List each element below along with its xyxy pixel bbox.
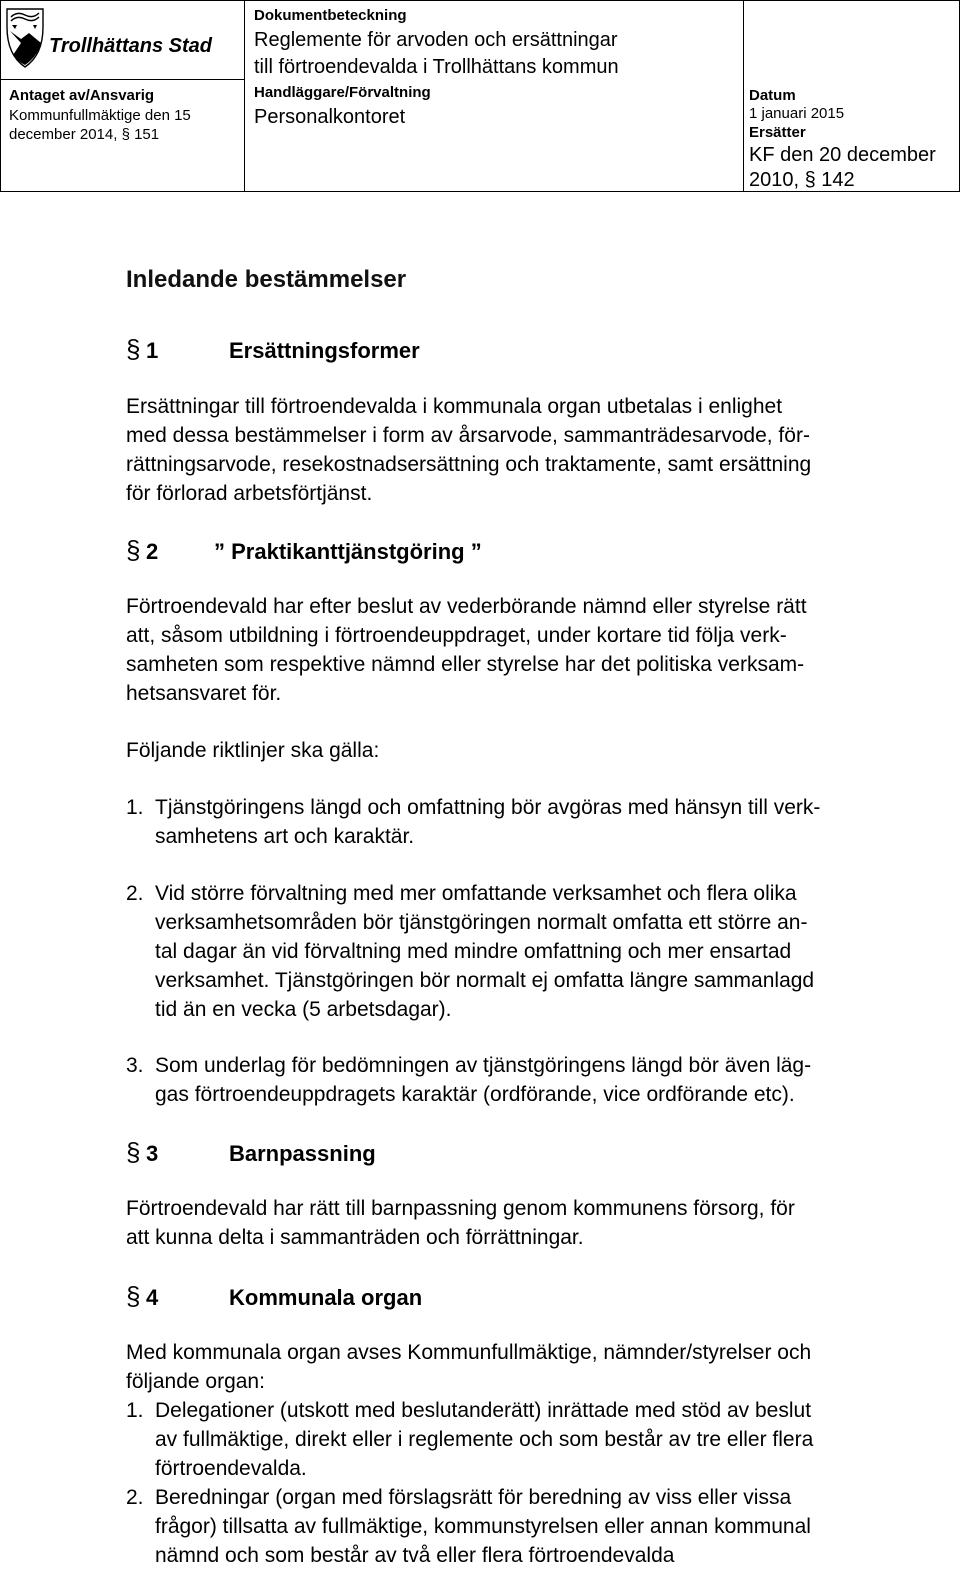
date-label: Datum [749, 87, 796, 104]
adopted-by-value: december 2014, § 151 [9, 126, 160, 143]
text-line: Förtroendevald har efter beslut av vederbörande nämnd eller styrelse rätt [126, 595, 807, 618]
text-line: att, såsom utbildning i förtroendeuppdraget, under kortare tid följa verk- [126, 624, 787, 647]
document-title: Reglemente för arvoden och ersättningar [254, 29, 618, 51]
header-divider [1, 79, 245, 80]
section-title-text: ” Praktikanttjänstgöring ” [214, 539, 482, 564]
section-title-text: Barnpassning [229, 1141, 376, 1166]
paragraph-sign: § [126, 1281, 141, 1311]
text-line: Förtroendevald har rätt till barnpassning genom kommunens försorg, för [126, 1197, 795, 1220]
section-heading: Inledande bestämmelser [126, 266, 407, 293]
document-title: till förtroendevalda i Trollhättans kommun [254, 56, 619, 78]
replaces-value: 2010, § 142 [749, 169, 855, 191]
section-paragraph [126, 592, 946, 708]
list-number: 3. [126, 1054, 144, 1077]
text-line: Som underlag för bedömningen av tjänstgöringens längd bör även läg- [155, 1054, 812, 1077]
text-line: följande organ: [126, 1370, 265, 1393]
text-line: frågor) tillsatta av fullmäktige, kommunstyrelsen eller annan kommunal [155, 1515, 811, 1538]
section-number: 4 [146, 1285, 159, 1310]
paragraph-sign: § [126, 535, 141, 565]
section-paragraph [126, 1194, 946, 1252]
list-intro: Följande riktlinjer ska gälla: [126, 739, 380, 762]
text-line: Tjänstgöringens längd och omfattning bör avgöras med hänsyn till verk- [155, 796, 821, 819]
text-line: tid än en vecka (5 arbetsdagar). [155, 998, 452, 1021]
text-line: förtroendevalda. [155, 1457, 307, 1480]
text-line: för förlorad arbetsförtjänst. [126, 482, 373, 505]
text-line: Ersättningar till förtroendevalda i kommunala organ utbetalas i enlighet [126, 395, 783, 418]
section-title-text: Ersättningsformer [229, 338, 420, 363]
municipality-logo [3, 3, 243, 77]
text-line: av fullmäktige, direkt eller i reglemente och som består av tre eller flera [155, 1428, 814, 1451]
section-number: 1 [146, 338, 159, 363]
header-divider [743, 1, 744, 191]
section-paragraph [126, 1338, 946, 1396]
document-label: Dokumentbeteckning [254, 7, 407, 24]
handler-value: Personalkontoret [254, 106, 406, 128]
text-line: samhetens art och karaktär. [155, 825, 415, 848]
section-title-text: Kommunala organ [229, 1285, 423, 1310]
text-line: rättningsarvode, resekostnadsersättning och traktamente, samt ersättning [126, 453, 812, 476]
adopted-by-label: Antaget av/Ansvarig [9, 87, 155, 104]
text-line: verksamhetsområden bör tjänstgöringen normalt omfatta ett större an- [155, 911, 808, 934]
text-line: gas förtroendeuppdragets karaktär (ordförande, vice ordförande etc). [155, 1083, 795, 1106]
paragraph-sign: § [126, 334, 141, 364]
handler-label: Handläggare/Förvaltning [254, 84, 431, 101]
list-number: 2. [126, 882, 144, 905]
text-line: Med kommunala organ avses Kommunfullmäktige, nämnder/styrelser och [126, 1341, 812, 1364]
list-number: 1. [126, 796, 144, 819]
text-line: med dessa bestämmelser i form av årsarvode, sammanträdesarvode, för- [126, 424, 810, 447]
section-number: 2 [146, 539, 159, 564]
logo-wordmark: Trollhättans Stad [49, 35, 212, 57]
text-line: Beredningar (organ med förslagsrätt för beredning av viss eller vissa [155, 1486, 792, 1509]
replaces-value: KF den 20 december [749, 144, 936, 166]
text-line: Vid större förvaltning med mer omfattande verksamhet och flera olika [155, 882, 797, 905]
replaces-label: Ersätter [749, 124, 806, 141]
section-paragraph [126, 392, 946, 508]
list-number: 1. [126, 1399, 144, 1422]
text-line: hetsansvaret för. [126, 682, 282, 705]
text-line: verksamhet. Tjänstgöringen bör normalt ej omfatta längre sammanlagd [155, 969, 815, 992]
document-header [0, 0, 960, 192]
text-line: samheten som respektive nämnd eller styrelse har det politiska verksam- [126, 653, 805, 676]
text-line: nämnd och som består av två eller flera förtroendevalda [155, 1544, 675, 1567]
adopted-by-value: Kommunfullmäktige den 15 [9, 107, 191, 124]
text-line: Delegationer (utskott med beslutanderätt) inrättade med stöd av beslut [155, 1399, 812, 1422]
text-line: tal dagar än vid förvaltning med mindre omfattning och mer ensartad [155, 940, 792, 963]
date-value: 1 januari 2015 [749, 105, 845, 122]
paragraph-sign: § [126, 1137, 141, 1167]
header-divider [244, 1, 245, 191]
section-number: 3 [146, 1141, 159, 1166]
list-number: 2. [126, 1486, 144, 1509]
text-line: att kunna delta i sammanträden och förrättningar. [126, 1226, 584, 1249]
